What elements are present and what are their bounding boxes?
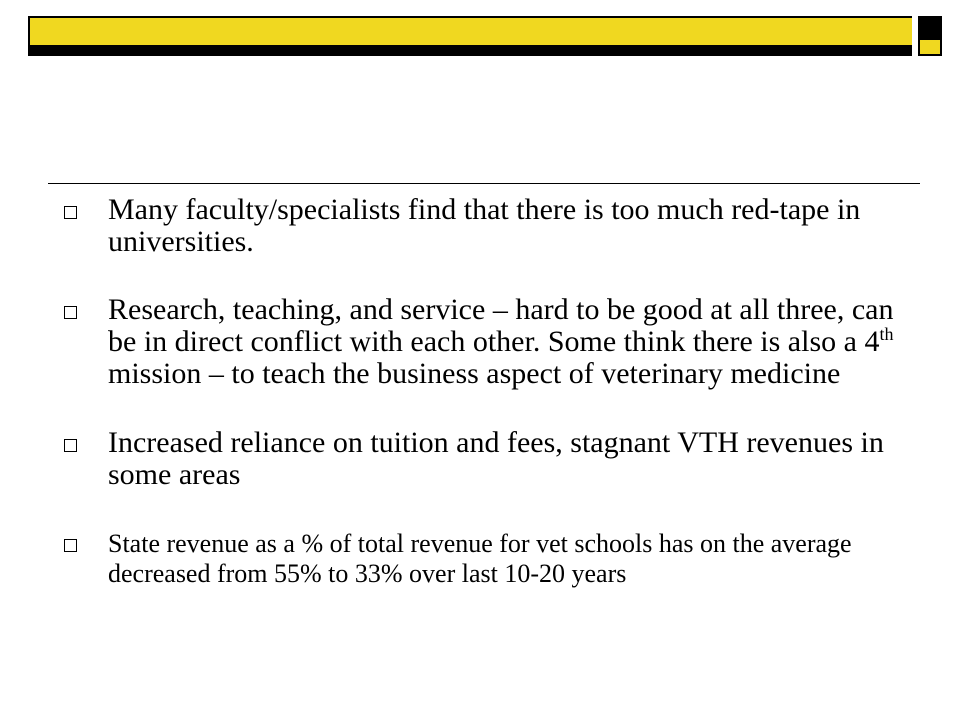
bullet-text: Increased reliance on tuition and fees, stagnant VTH revenues in some areas [108,426,884,491]
bullet-item-state-revenue [60,529,920,589]
square-bullet-icon [64,206,77,219]
ordinal-superscript: th [879,324,894,345]
title-divider-line [48,183,920,184]
square-bullet-icon [64,439,77,452]
square-bullet-icon [64,539,77,552]
bullet-text-part: Research, teaching, and service – hard to be good at all three, can be in direct conflict with each other. Some think there is also a 4 [108,293,894,358]
bullet-text-part: mission – to teach the business aspect of veterinary medicine [108,357,841,390]
bullet-item-missions [60,294,920,390]
header-accent-block-black [918,16,942,38]
header-accent-bar [28,16,912,56]
bullet-item-red-tape [60,194,920,258]
bullet-item-tuition [60,427,920,491]
bullet-text [108,294,920,390]
header-accent-block-yellow [918,38,942,56]
square-bullet-icon [64,306,77,319]
bullet-text: Many faculty/specialists find that there is too much red-tape in universities. [108,193,861,258]
bullet-text: State revenue as a % of total revenue for vet schools has on the average decreased from 55% to 33% over last 10-20 years [108,529,852,588]
header-accent-bar-end [918,16,942,56]
bullet-list [60,194,920,589]
